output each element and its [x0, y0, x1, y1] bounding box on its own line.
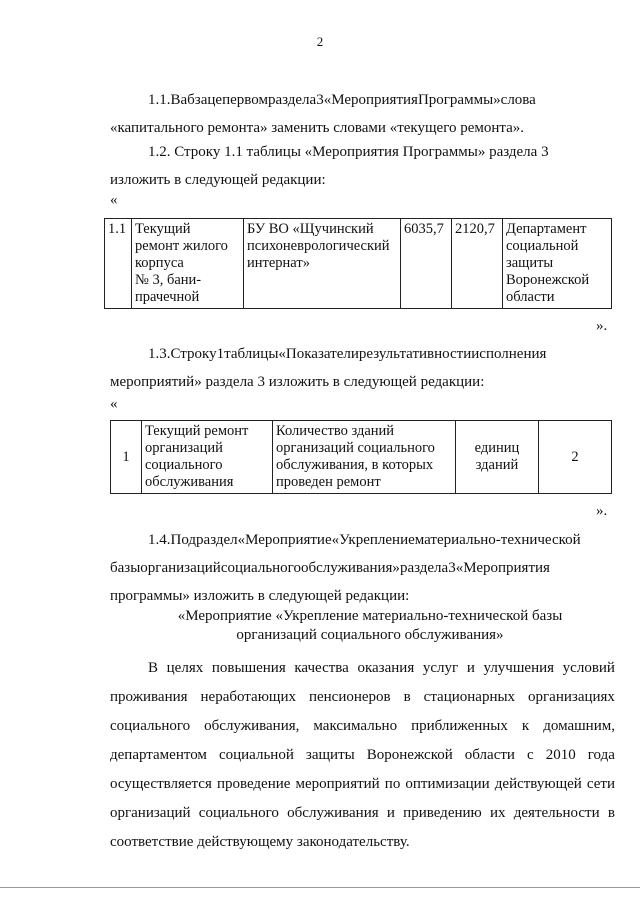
table2-name-line: организаций: [145, 440, 223, 456]
item-1-3-line-1: 1.3.Строку1таблицы«Показателирезультативностиисполнения: [148, 346, 547, 362]
table1-responsible-line: социальной: [506, 238, 579, 254]
table1-responsible-line: защиты: [506, 255, 554, 271]
indicators-table: [110, 420, 612, 494]
table2-num: 1: [122, 448, 130, 465]
table2-name-line: обслуживания: [145, 474, 234, 490]
table1-value2-cell: [452, 219, 503, 309]
item-1-2-line-2: изложить в следующей редакции:: [110, 172, 326, 188]
body-line: департаментом социальной защиты Воронежской области с 2010 года: [110, 747, 615, 763]
table1-executor-line: психоневрологический: [247, 238, 390, 254]
body-paragraph: [110, 654, 615, 857]
table1-close-quote: ».: [596, 318, 608, 334]
table1-name-line: прачечной: [135, 289, 200, 305]
table2-indicator-line: организаций социального: [276, 440, 435, 456]
table1-name-line: ремонт жилого: [135, 238, 228, 254]
table1-executor-cell: [244, 219, 401, 309]
table1-value1: 6035,7: [404, 221, 444, 237]
item-1-1-paragraph: [110, 86, 615, 142]
table1-responsible-cell: [503, 219, 612, 309]
table1-name-line: № 3, бани-: [135, 272, 202, 288]
table1-executor-line: интернат»: [247, 255, 310, 271]
table2-indicator-line: Количество зданий: [276, 423, 395, 439]
subsection-heading-line-1: «Мероприятие «Укрепление материально-технической базы: [177, 608, 563, 624]
item-1-4-line-1: 1.4.Подраздел«Мероприятие«Укреплениематериально-технической: [148, 532, 581, 548]
bottom-scan-edge: [0, 887, 640, 888]
table1-responsible-line: Департамент: [506, 221, 587, 237]
subsection-heading: [110, 607, 630, 645]
body-line: социального обслуживания, максимально приближенных к домашним,: [110, 718, 615, 734]
item-1-2-paragraph: [110, 138, 615, 194]
table1-open-quote: «: [110, 192, 118, 208]
table1-num: 1.1: [108, 221, 127, 237]
table1-name-line: корпуса: [135, 255, 184, 271]
table1-value2: 2120,7: [455, 221, 495, 237]
table2-indicator-cell: [273, 421, 456, 494]
table2-num-cell: [111, 421, 142, 494]
item-1-1-line-2: «капитального ремонта» заменить словами «текущего ремонта».: [110, 120, 525, 136]
table2-name-line: социального: [145, 457, 223, 473]
table1-executor-line: БУ ВО «Щучинский: [247, 221, 374, 237]
table-row: [105, 219, 612, 309]
item-1-3-line-2: мероприятий» раздела 3 изложить в следующей редакции:: [110, 374, 485, 390]
table1-name-cell: [132, 219, 244, 309]
table1-responsible-line: Воронежской: [506, 272, 590, 288]
item-1-4-line-3: программы» изложить в следующей редакции:: [110, 588, 410, 604]
table2-value: 2: [571, 448, 579, 465]
table2-close-quote: ».: [596, 503, 608, 519]
table-row: [111, 421, 612, 494]
item-1-4-paragraph: [110, 526, 615, 610]
measures-table: [104, 218, 612, 309]
item-1-2-line-1: 1.2. Строку 1.1 таблицы «Мероприятия Программы» раздела 3: [148, 144, 549, 160]
page-number: 2: [316, 34, 324, 49]
table2-unit-line: зданий: [475, 457, 519, 473]
item-1-3-paragraph: [110, 340, 615, 396]
table2-value-cell: [539, 421, 612, 494]
table1-value1-cell: [401, 219, 452, 309]
table2-indicator-line: обслуживания, в которых: [276, 457, 434, 473]
item-1-4-line-2: базыорганизацийсоциальногообслуживания»раздела3«Мероприятия: [110, 560, 550, 576]
table2-unit-line: единиц: [474, 440, 520, 456]
body-line: осуществляется проведение мероприятий по оптимизации действующей сети: [110, 776, 615, 792]
table1-num-cell: [105, 219, 132, 309]
body-line: проживания неработающих пенсионеров в стационарных организациях: [110, 689, 615, 705]
table2-open-quote: «: [110, 396, 118, 412]
body-line: организаций социального обслуживания и приведению их деятельности в: [110, 805, 615, 821]
table1-responsible-line: области: [506, 289, 555, 305]
body-line: соответствие действующему законодательству.: [110, 834, 410, 850]
subsection-heading-line-2: организаций социального обслуживания»: [236, 627, 504, 643]
body-line: В целях повышения качества оказания услуг и улучшения условий: [148, 660, 615, 676]
table2-unit-cell: [456, 421, 539, 494]
table1-name-line: Текущий: [135, 221, 191, 237]
item-1-1-line-1: 1.1.Вабзацепервомраздела3«МероприятияПрограммы»слова: [148, 92, 536, 108]
table2-indicator-line: проведен ремонт: [276, 474, 381, 490]
table2-name-cell: [142, 421, 273, 494]
table2-name-line: Текущий ремонт: [145, 423, 249, 439]
